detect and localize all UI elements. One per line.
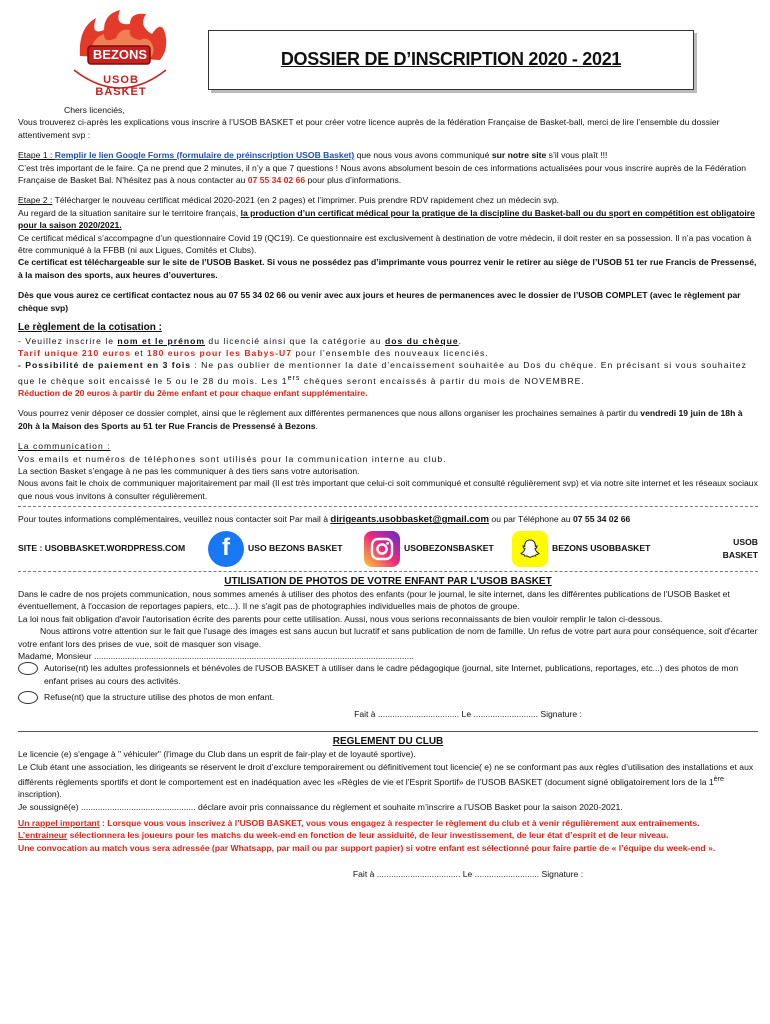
communication-line2: La section Basket s’engage à ne pas les communiquer à des tiers sans votre autorisation. — [18, 466, 360, 477]
step1-detail — [18, 162, 758, 187]
step2-sanitary — [18, 207, 758, 232]
contact-email-link[interactable]: dirigeants.usobbasket@gmail.com — [330, 514, 490, 526]
cot-l1b: nom et le prénom — [117, 335, 206, 346]
cot-l3a: - Possibilité de paiement en 3 fois — [18, 360, 192, 371]
step1-paragraph — [18, 149, 758, 161]
photos-option-refuse — [18, 691, 758, 704]
step1-link[interactable]: Remplir le lien Google Forms (formulaire de préinscription USOB Basket) — [54, 150, 355, 161]
step2-sanitary-bold: la production d’un certificat médical pour la pratique de la discipline du Basket-ball ou du sport en compétition est obligatoire pour la saison 2020/2021. — [18, 207, 755, 231]
step2-sanitary-text: Au regard de la situation sanitaire sur le territoire français, — [18, 207, 241, 218]
step1-label: Etape 1 : — [18, 150, 55, 161]
authorize-label: Autorise(nt) les adultes professionnels et bénévoles de l'USOB BASKET à utiliser dans le cadre pédagogique (journal, site Internet, publications, reportages, etc...) des photos de mon enfant prises au cours des activités. — [44, 663, 739, 686]
coach-text: sélectionnera les joueurs pour les matchs du week-end en fonction de leur assiduité, de leur investissement, de leur état d’esprit et de leur niveau. — [67, 830, 669, 841]
photos-p3: Nous attirons votre attention sur le fait que l'usage des images est sans aucun but lucratif et sans publication de nom de famille. Un refus de votre part aura pour conséquence, soit d'écarter votre enfant lors des prises de vue, soit de masquer son visage. — [18, 626, 758, 649]
info-phone: 07 55 34 02 66 — [572, 514, 631, 525]
authorize-radio[interactable] — [18, 662, 38, 675]
step2-questionnaire: Ce certificat médical s’accompagne d’un questionnaire Covid 19 (QC19). Ce questionnaire est exclusivement à destination de votre médecin, il doit rester en sa possession. Il n’a pas vocation à être communiqué à la FFBB (ni aux Ligues, Comités et Clubs). — [18, 232, 752, 256]
instagram-icon[interactable] — [364, 531, 400, 567]
cot-l1a: - Veuillez inscrire le — [18, 335, 118, 346]
info-line — [18, 513, 758, 526]
cot-l2b: et — [131, 347, 148, 358]
cot-l2d: pour l’ensemble des nouveaux licenciés. — [292, 347, 489, 358]
cotisation-line1 — [18, 335, 758, 347]
communication-line3: Nous avons fait le choix de communiquer majoritairement par mail (Il est très important que celui-ci soit communiqué et consulté régulièrement svp) et via notre site internet et les réseaux sociaux que nous vous invitons à consulter régulièrement. — [18, 478, 758, 501]
cot-l1e: . — [458, 335, 463, 346]
communication-heading: La communication : — [18, 441, 111, 452]
refuse-label: Refuse(nt) que la structure utilise des photos de mon enfant. — [44, 692, 275, 703]
reglement-l1: Le licencie (e) s'engage à " véhiculer" (l'image du Club dans un esprit de fair-play et de loyauté sportive). — [18, 749, 416, 760]
step1-phone: 07 55 34 02 66 — [247, 175, 306, 186]
reglement-heading: REGLEMENT DU CLUB — [332, 735, 444, 747]
snapchat-icon[interactable] — [512, 531, 548, 567]
photos-madame: Madame, Monsieur ...................................................................................................................................... — [18, 651, 414, 662]
photos-option-authorize — [18, 662, 758, 687]
reglement-l2 — [18, 761, 758, 801]
photos-p2: La loi nous fait obligation d'avoir l'autorisation écrite des parents pour cette utilisation. Aussi, nous vous serions reconnaissants de bien vouloir remplir le talon ci-dessous. — [18, 613, 663, 624]
step1-bold: sur notre site — [491, 150, 547, 161]
reglement-l3: Je soussigné(e) ................................................ déclare avoir pris connaissance du règlement et souhaite m’inscrire a l’USOB Basket pour la saison 2020-2021. — [18, 801, 623, 812]
photos-p1: Dans le cadre de nos projets communication, nous sommes amenés à utiliser des photos des enfants (pour le journal, le site internet, dans les différentes publications de l'USOB Basket et éventuellement, à l'occasion de reportages papiers, etc...). Il ne s'agit pas de photographies individuelles mais de photos de groupe. — [18, 589, 730, 612]
deposit-end: . — [315, 420, 318, 431]
reglement-l2-sup: ère — [713, 774, 725, 783]
social-row — [18, 527, 758, 571]
reglement-signature: Fait à ................................... Le ........................... Signature : — [352, 869, 584, 880]
snapchat-handle: BEZONS USOBBASKET — [552, 543, 651, 554]
reglement-convocation: Une convocation au match vous sera adressée (par Whatsapp, par mail ou par support papier) si votre enfant est sélectionné pour faire partie de « l’équipe du week-end ». — [18, 842, 716, 853]
reglement-l2-text: Le Club étant une association, les dirigeants se réservent le droit d’exclure temporairement ou définitivement tout licencie( e) ne se conformant pas aux règles d’utilisation des installations et aux différents règlements sportifs et dont le comportement est en inadéquation avec les «Règles de vie et l’Esprit Sportif» de l’USOB BASKET (document signé obligatoirement lors de la 1 — [18, 761, 754, 787]
photos-heading: UTILISATION DE PHOTOS DE VOTRE ENFANT PAR L'USOB BASKET — [224, 575, 552, 587]
step1-text: que nous vous avons communiqué — [354, 150, 492, 161]
step2-label: Etape 2 : — [18, 195, 53, 206]
cot-l3b: : Ne pas oublier de mentionner la date d’encaissement souhaitée au Dos du chèque. En précisant si vous souhaitez que le chèque soit encaissé le 5 ou le 28 du mois. Les 1 — [18, 360, 747, 386]
logo-top-text: BEZONS — [92, 47, 148, 62]
facebook-icon[interactable]: f — [208, 531, 244, 567]
info-text2: ou par Téléphone au — [489, 514, 573, 525]
cotisation-line3 — [18, 359, 758, 387]
reglement-reminder — [18, 817, 758, 829]
cot-l3c: chèques seront encaissés à partir du mois de NOVEMBRE. — [300, 375, 585, 386]
cot-l1c: du licencié ainsi que la catégorie au — [205, 335, 385, 346]
communication-line1: Vos emails et numéros de téléphones sont utilisés pour la communication interne au club. — [18, 453, 447, 464]
refuse-radio[interactable] — [18, 691, 38, 704]
cotisation-reduction: Réduction de 20 euros à partir du 2ème enfant et pour chaque enfant supplémentaire. — [18, 387, 368, 398]
cot-l3sup: ers — [287, 373, 301, 382]
photos-signature: Fait à .................................. Le ........................... Signature : — [354, 709, 582, 720]
instagram-handle: USOBEZONSBASKET — [404, 543, 494, 554]
reglement-l2-end: inscription). — [18, 789, 62, 800]
title-box — [208, 30, 694, 90]
step2-text: Télécharger le nouveau certificat médical 2020-2021 (en 2 pages) et l’imprimer. Puis prendre RDV rapidement chez un médecin svp. — [52, 195, 560, 206]
cotisation-heading: Le règlement de la cotisation : — [18, 322, 162, 334]
reglement-coach — [18, 829, 758, 841]
other-handle: USOB BASKET — [722, 537, 758, 560]
cot-l1d: dos du chèque — [384, 335, 459, 346]
document-body — [18, 104, 758, 881]
deposit-bold: vendredi 19 juin de 18h à 20h à la Maison des Sports au 51 ter Rue Francis de Pressensé à Bezons — [18, 408, 743, 431]
intro-paragraph: Vous trouverez ci-après les explications vous inscrire à l’USOB BASKET et pour créer votre licence auprès de la fédération Française de Basket-ball, merci de lire l’ensemble du dossier attentivement svp : — [18, 117, 720, 140]
step2-paragraph — [18, 194, 758, 206]
reminder-text: : Lorsque vous vous inscrivez à l’USOB BASKET, vous vous engagez à respecter le règlement du club et à venir régulièrement aux entraînements. — [99, 818, 700, 828]
reminder-label: Un rappel important — [18, 818, 100, 828]
step1-detail-text: C’est très important de le faire. Ça ne prend que 2 minutes, il n’y a que 7 questions ! Nous avons absolument besoin de ces informations actualisées pour vous inscrire auprès de la Fédération Française de Basket Bal. N’hésitez pas à nous contacter au — [18, 162, 747, 186]
cot-l2c: 180 euros pour les Babys-U7 — [147, 347, 292, 358]
cot-l2a: Tarif unique 210 euros — [18, 347, 132, 358]
cotisation-line2 — [18, 347, 758, 359]
page-title: DOSSIER DE D’INSCRIPTION 2020 - 2021 — [280, 49, 622, 69]
deposit-text: Vous pourrez venir déposer ce dossier complet, ainsi que le règlement aux différentes permanences que nous allons organiser les prochaines semaines à partir du — [18, 408, 641, 419]
club-logo — [60, 8, 180, 100]
site-url[interactable]: SITE : USOBBASKET.WORDPRESS.COM — [18, 543, 186, 554]
deposit-paragraph — [18, 407, 758, 432]
greeting: Chers licenciés, — [64, 105, 125, 115]
step2-download: Ce certificat est téléchargeable sur le site de l’USOB Basket. Si vous ne possédez pas d’imprimante vous pourrez venir le retirer au siège de l’USOB 51 ter rue Francis de Pressensé, à la maison des sports, aux heures d’ouvertures. — [18, 257, 757, 280]
info-text: Pour toutes informations complémentaires, veuillez nous contacter soit Par mail à — [18, 514, 331, 525]
logo-bottom-text: USOB BASKET — [95, 74, 147, 98]
facebook-handle: USO BEZONS BASKET — [248, 543, 343, 554]
contact-certificate: Dès que vous aurez ce certificat contactez nous au 07 55 34 02 66 ou venir avec aux jours et heures de permanences avec le dossier de l’USOB COMPLET (avec le règlement par chèque svp) — [18, 290, 741, 313]
step1-text-end: s’il vous plaît !!! — [546, 150, 608, 161]
step1-detail-end: pour plus d’informations. — [305, 175, 402, 186]
coach-label: L’entraineur — [18, 830, 68, 841]
